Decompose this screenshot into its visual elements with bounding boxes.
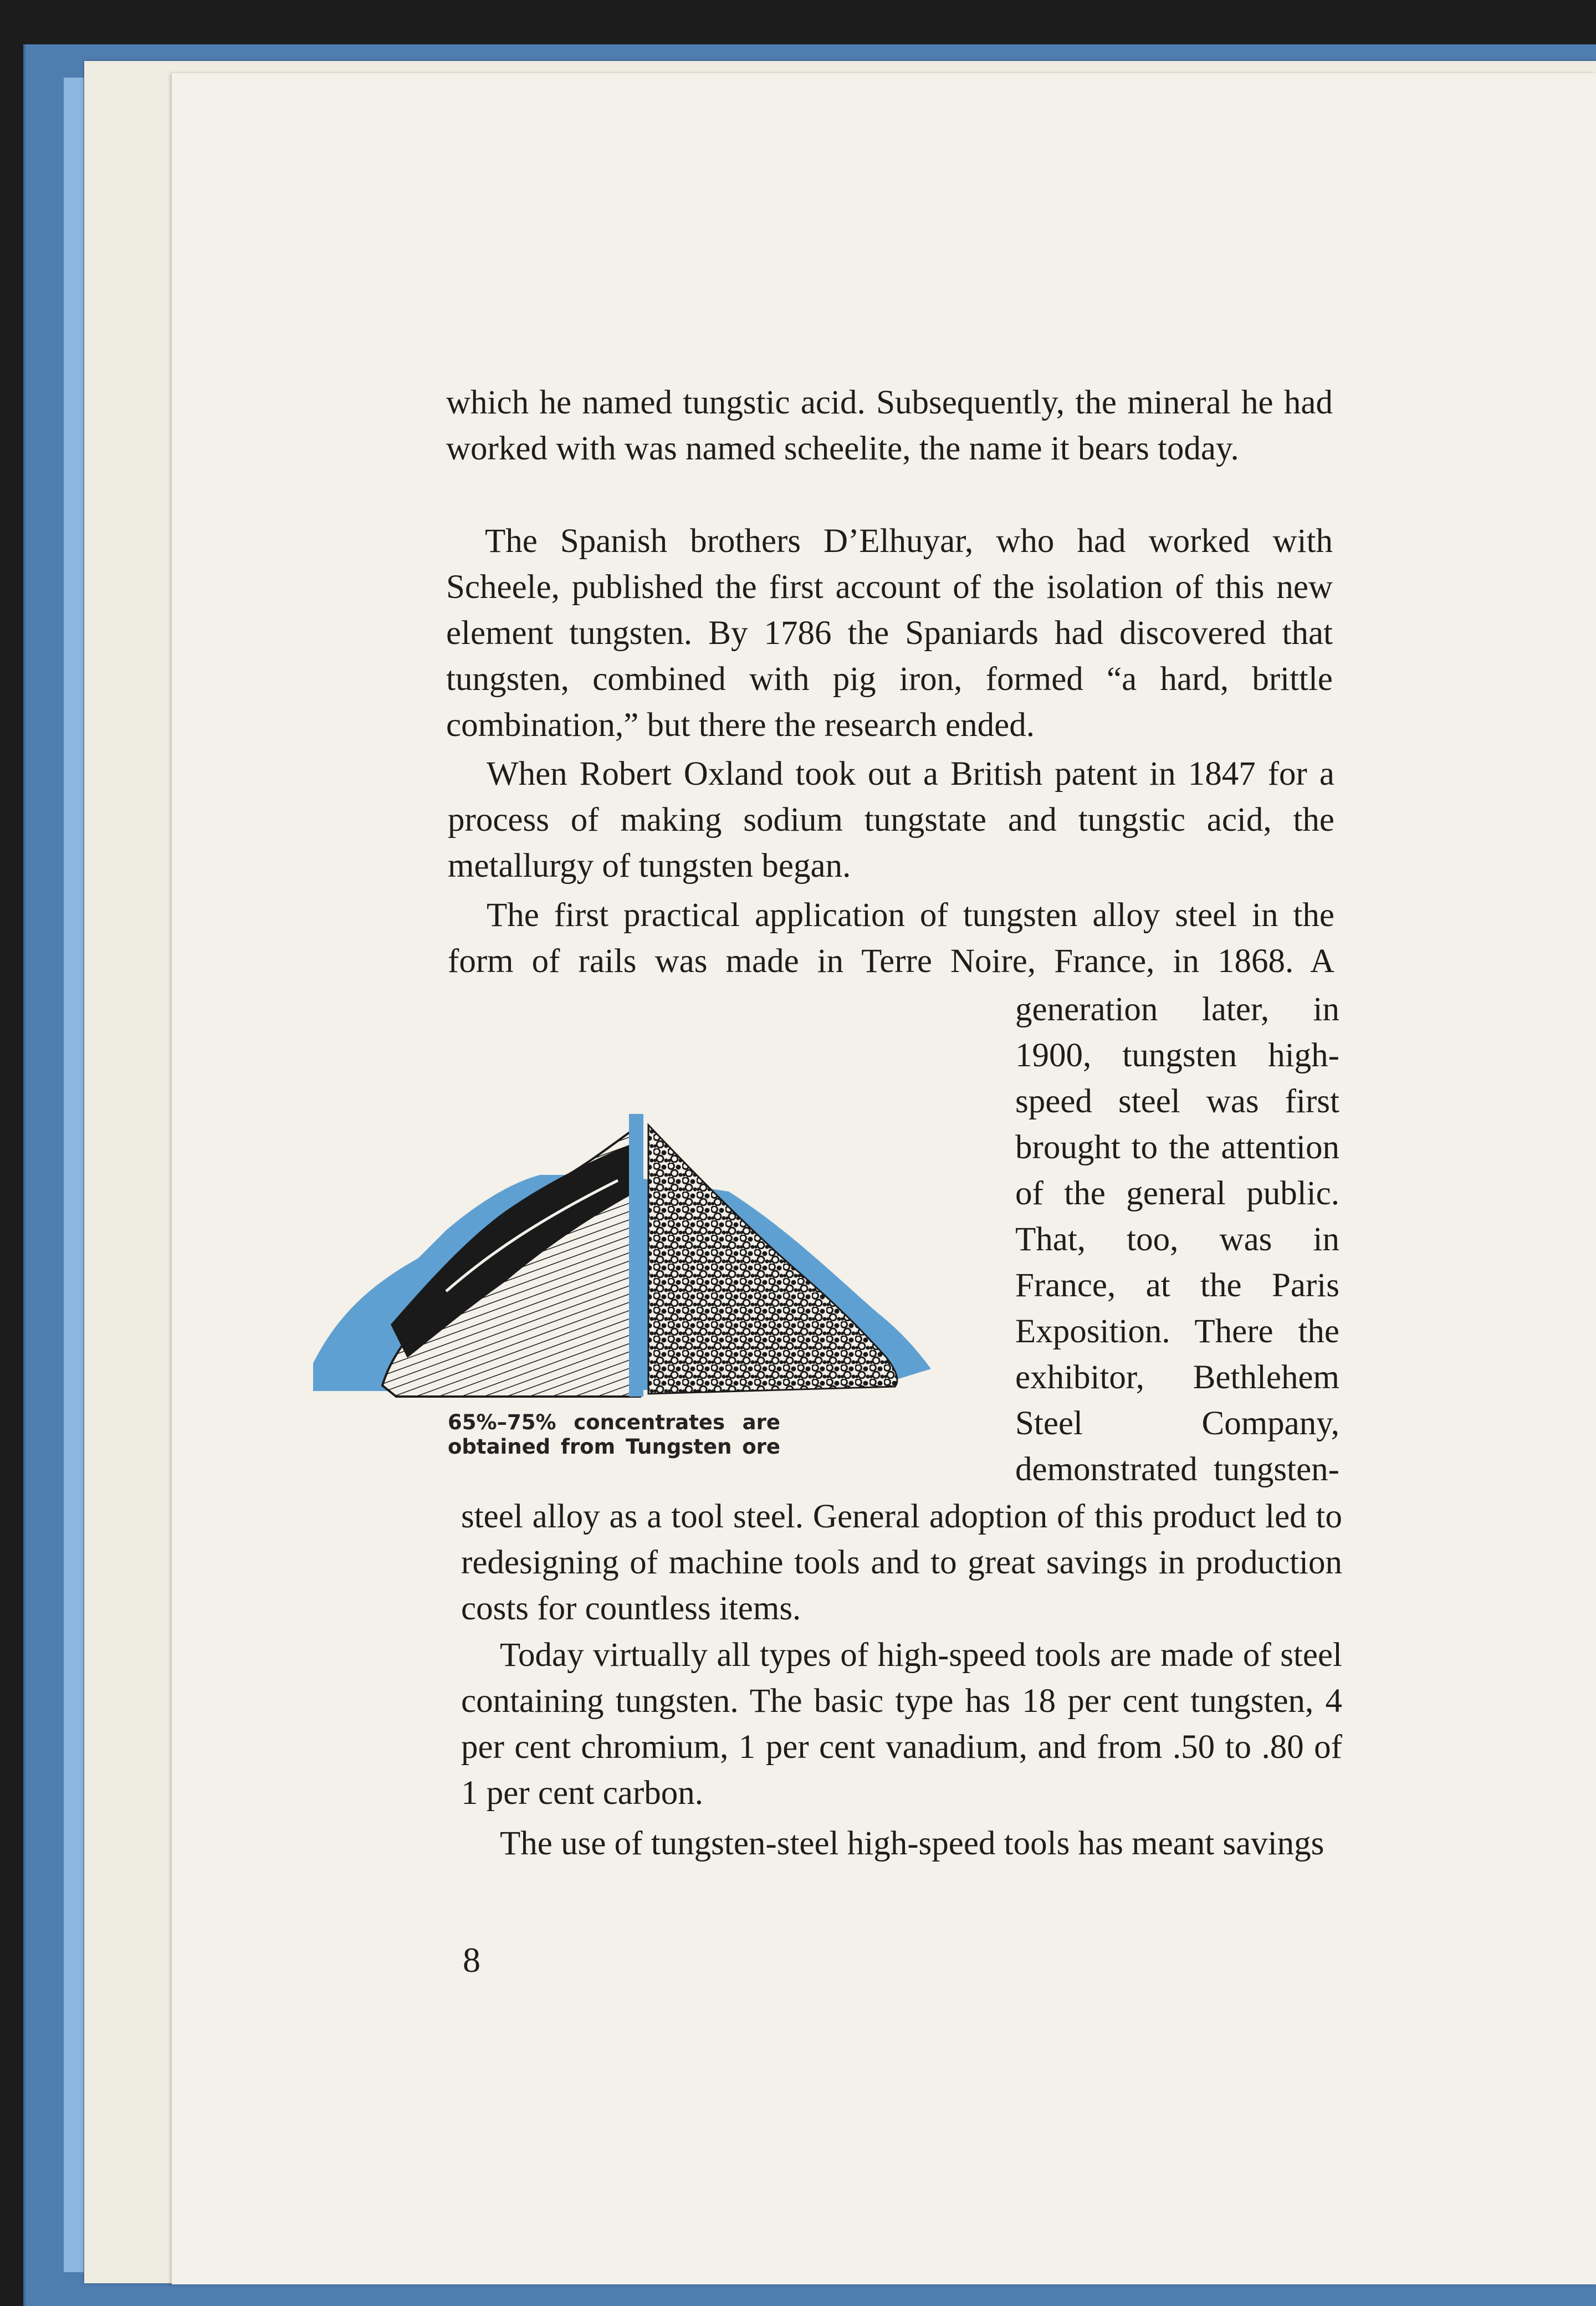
paragraph-tungstic-acid: which he named tungstic acid. Subsequently, the mineral he had worked with was named scheelite, the name it bears today. xyxy=(446,384,1333,467)
paragraph-savings: The use of tungsten-steel high-speed tools has meant savings xyxy=(500,1825,1324,1862)
cover-edge xyxy=(64,78,84,2272)
paragraph-delhuyar: The Spanish brothers D’Elhuyar, who had worked with Scheele, published the first account of the isolation of this new element tungsten. By 1786 the Spaniards had discovered that tungsten, combined with pig iron, formed “a hard, brittle combination,” but there the research ended. xyxy=(446,523,1333,744)
concentrate-pile xyxy=(648,1125,897,1394)
figure-caption: 65%–75% concentrates are obtained from Tungsten ore xyxy=(448,1410,780,1459)
page-number: 8 xyxy=(463,1940,480,1980)
paragraph-tool-steel: steel alloy as a tool steel. General adoption of this product led to redesigning of machine tools and to great savings in production costs for countless items. xyxy=(461,1498,1342,1627)
paragraph-paris-exposition-column: generation later, in 1900, tungsten high-speed steel was first brought to the attention of the general public. That, too, was in France, at the Paris Exposition. There the exhibitor, Bethlehem Steel Company, demonstrated tungsten- xyxy=(1015,991,1339,1488)
paragraph-terre-noire: The first practical application of tungsten alloy steel in the form of rails was made in Terre Noire, France, in 1868. A xyxy=(448,897,1334,980)
ore-pile-drawing xyxy=(308,1047,937,1402)
paragraph-oxland: When Robert Oxland took out a British patent in 1847 for a process of making sodium tungstate and tungstic acid, the metallurgy of tungsten began. xyxy=(448,755,1334,884)
paragraph-high-speed-tools: Today virtually all types of high-speed tools are made of steel containing tungsten. The basic type has 18 per cent tungsten, 4 per cent chromium, 1 per cent vanadium, and from .50 to .80 of 1 per cent carbon. xyxy=(461,1637,1342,1812)
ore-concentrate-illustration xyxy=(308,1047,937,1402)
divider-bar xyxy=(629,1114,643,1397)
